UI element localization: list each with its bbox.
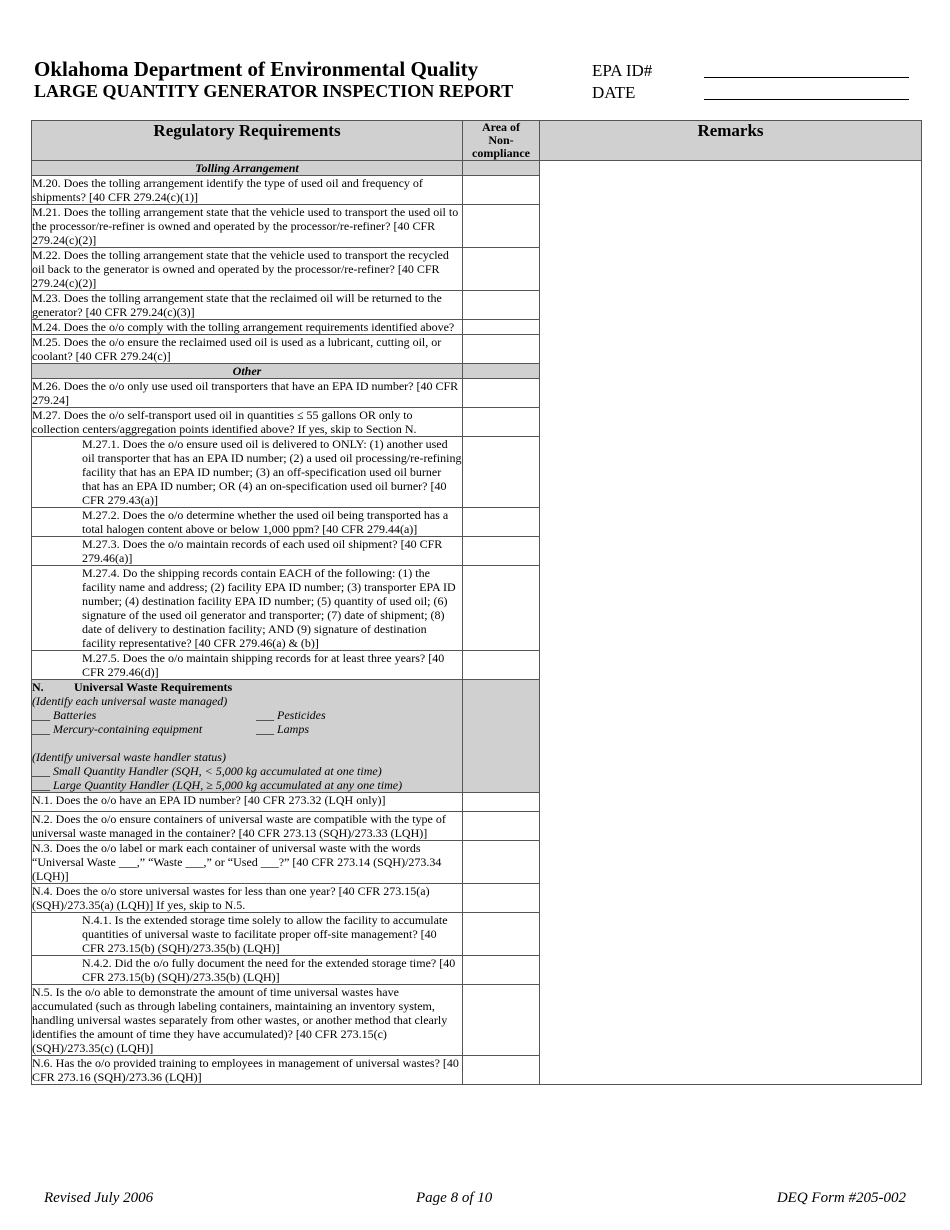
inspection-table — [31, 120, 922, 1085]
question-m24: M.24. Does the o/o comply with the tolling arrangement requirements identified above? — [32, 320, 463, 335]
section-n-title: Universal Waste Requirements — [74, 680, 233, 694]
noncompliance-cell-n3[interactable] — [463, 841, 540, 884]
section-tolling-fill — [463, 161, 540, 176]
question-n6: N.6. Has the o/o provided training to employees in management of universal wastes? [40 CFR 273.16 (SQH)/273.36 (LQH)] — [32, 1056, 463, 1085]
question-n2: N.2. Does the o/o ensure containers of universal waste are compatible with the type of universal waste managed in the container? [40 CFR 273.13 (SQH)/273.33 (LQH)] — [32, 812, 463, 841]
noncompliance-header — [463, 121, 540, 161]
noncompliance-cell-n4-1[interactable] — [463, 913, 540, 956]
lamps-checkbox[interactable]: ___ Lamps — [256, 722, 310, 736]
question-m21: M.21. Does the tolling arrangement state that the vehicle used to transport the used oil to the processor/re-refiner is owned and operated by the processor/re-refiner? [40 CFR 279.24(c)(2)] — [32, 205, 463, 248]
question-m27-3: M.27.3. Does the o/o maintain records of each used oil shipment? [40 CFR 279.46(a)] — [32, 537, 463, 566]
mercury-checkbox[interactable]: ___ Mercury-containing equipment — [32, 722, 203, 736]
batteries-checkbox[interactable]: ___ Batteries — [32, 708, 97, 722]
sqh-checkbox[interactable]: ___ Small Quantity Handler (SQH, < 5,000 kg accumulated at one time) — [32, 764, 382, 778]
question-n4-2: N.4.2. Did the o/o fully document the need for the extended storage time? [40 CFR 273.15(b) (SQH)/273.35(b) (LQH)] — [32, 956, 463, 985]
noncompliance-cell-m21[interactable] — [463, 205, 540, 248]
question-m27-4: M.27.4. Do the shipping records contain EACH of the following: (1) the facility name and address; (2) facility EPA ID number; (3) transporter EPA ID number; (4) destination facility EPA ID number; (5) quantity of used oil; (6) signature of the used oil generator and transporter; (7) date of shipment; (8) date of delivery to destination facility; AND (9) signature of destination facility representative? [40 CFR 279.46(a) & (b)] — [32, 566, 463, 651]
noncompliance-cell-m24[interactable] — [463, 320, 540, 335]
epa-id-field[interactable] — [704, 77, 909, 78]
noncompliance-cell-m27-4[interactable] — [463, 566, 540, 651]
footer-revised: Revised July 2006 — [44, 1190, 154, 1206]
question-m27-1: M.27.1. Does the o/o ensure used oil is delivered to ONLY: (1) another used oil transporter that has an EPA ID number; (2) a used oil processing/re-refining facility that has an EPA ID number; (3) an off-specification used oil burner that has an EPA ID number; OR (4) an on-specification used oil burner? [40 CFR 279.43(a)] — [32, 437, 463, 508]
pesticides-checkbox[interactable]: ___ Pesticides — [256, 708, 326, 722]
requirements-header: Regulatory Requirements — [32, 121, 463, 161]
noncompliance-cell-n4[interactable] — [463, 884, 540, 913]
noncompliance-cell-m25[interactable] — [463, 335, 540, 364]
remarks-area[interactable] — [540, 161, 922, 1085]
section-n-heading — [32, 680, 462, 694]
agency-title: Oklahoma Department of Environmental Quality — [34, 57, 479, 81]
remarks-header: Remarks — [540, 121, 922, 161]
epa-id-label: EPA ID# — [592, 61, 653, 80]
question-m20: M.20. Does the tolling arrangement identify the type of used oil and frequency of shipments? [40 CFR 279.24(c)(1)] — [32, 176, 463, 205]
question-m27-2: M.27.2. Does the o/o determine whether the used oil being transported has a total halogen content above or below 1,000 ppm? [40 CFR 279.44(a)] — [32, 508, 463, 537]
question-m23: M.23. Does the tolling arrangement state that the reclaimed oil will be returned to the generator? [40 CFR 279.24(c)(3)] — [32, 291, 463, 320]
noncompliance-cell-m27-5[interactable] — [463, 651, 540, 680]
noncompliance-cell-m27-2[interactable] — [463, 508, 540, 537]
lqh-checkbox[interactable]: ___ Large Quantity Handler (LQH, ≥ 5,000 kg accumulated at any one time) — [32, 778, 403, 792]
question-m26: M.26. Does the o/o only use used oil transporters that have an EPA ID number? [40 CFR 279.24] — [32, 379, 463, 408]
footer-page-number: Page 8 of 10 — [416, 1190, 493, 1206]
section-n-block — [32, 680, 463, 793]
question-n4-1: N.4.1. Is the extended storage time solely to allow the facility to accumulate quantities of universal waste to facilitate proper off-site management? [40 CFR 273.15(b) (SQH)/273.35(b) (LQH)] — [32, 913, 463, 956]
report-title: LARGE QUANTITY GENERATOR INSPECTION REPORT — [34, 81, 514, 101]
noncompliance-header-line2: Non- — [488, 133, 514, 147]
identify-managed-label: (Identify each universal waste managed) — [32, 694, 228, 708]
section-other-title: Other — [32, 364, 463, 379]
question-n3: N.3. Does the o/o label or mark each container of universal waste with the words “Universal Waste ___,” “Waste ___,” or “Used ___?” [40 CFR 273.14 (SQH)/273.34 (LQH)] — [32, 841, 463, 884]
question-n1: N.1. Does the o/o have an EPA ID number? [40 CFR 273.32 (LQH only)] — [32, 793, 463, 812]
question-m27-5: M.27.5. Does the o/o maintain shipping records for at least three years? [40 CFR 279.46(d)] — [32, 651, 463, 680]
noncompliance-cell-m23[interactable] — [463, 291, 540, 320]
question-n5: N.5. Is the o/o able to demonstrate the amount of time universal wastes have accumulated (such as through labeling containers, maintaining an inventory system, handling universal wastes separately from other wastes, or another method that clearly identifies the amount of time they have accumulated)? [40 CFR 273.15(c) (SQH)/273.35(c) (LQH)] — [32, 985, 463, 1056]
question-m25: M.25. Does the o/o ensure the reclaimed used oil is used as a lubricant, cutting oil, or coolant? [40 CFR 279.24(c)] — [32, 335, 463, 364]
section-row-tolling — [32, 161, 922, 176]
noncompliance-cell-n4-2[interactable] — [463, 956, 540, 985]
noncompliance-cell-n1[interactable] — [463, 793, 540, 812]
section-other-fill — [463, 364, 540, 379]
question-n4: N.4. Does the o/o store universal wastes for less than one year? [40 CFR 273.15(a) (SQH)/273.35(a) (LQH)] If yes, skip to N.5. — [32, 884, 463, 913]
noncompliance-cell-m27-3[interactable] — [463, 537, 540, 566]
spacer — [32, 736, 462, 750]
noncompliance-cell-n6[interactable] — [463, 1056, 540, 1085]
noncompliance-cell-m20[interactable] — [463, 176, 540, 205]
identify-status-label: (Identify universal waste handler status) — [32, 750, 226, 764]
footer-form-number: DEQ Form #205-002 — [776, 1190, 906, 1206]
table-header-row — [32, 121, 922, 161]
question-m27: M.27. Does the o/o self-transport used oil in quantities ≤ 55 gallons OR only to collection centers/aggregation points identified above? If yes, skip to Section N. — [32, 408, 463, 437]
section-tolling-title: Tolling Arrangement — [32, 161, 463, 176]
noncompliance-cell-n5[interactable] — [463, 985, 540, 1056]
date-label: DATE — [592, 83, 636, 102]
noncompliance-cell-m27[interactable] — [463, 408, 540, 437]
noncompliance-cell-m26[interactable] — [463, 379, 540, 408]
noncompliance-cell-n2[interactable] — [463, 812, 540, 841]
section-n-fill — [463, 680, 540, 793]
waste-types-row-2 — [32, 722, 462, 736]
noncompliance-header-line1: Area of — [481, 120, 521, 134]
noncompliance-cell-m27-1[interactable] — [463, 437, 540, 508]
section-n-number: N. — [32, 680, 44, 694]
waste-types-row-1 — [32, 708, 462, 722]
noncompliance-header-line3: compliance — [472, 146, 530, 160]
question-m22: M.22. Does the tolling arrangement state that the vehicle used to transport the recycled oil back to the generator is owned and operated by the processor/re-refiner? [40 CFR 279.24(c)(2)] — [32, 248, 463, 291]
noncompliance-cell-m22[interactable] — [463, 248, 540, 291]
date-field[interactable] — [704, 99, 909, 100]
